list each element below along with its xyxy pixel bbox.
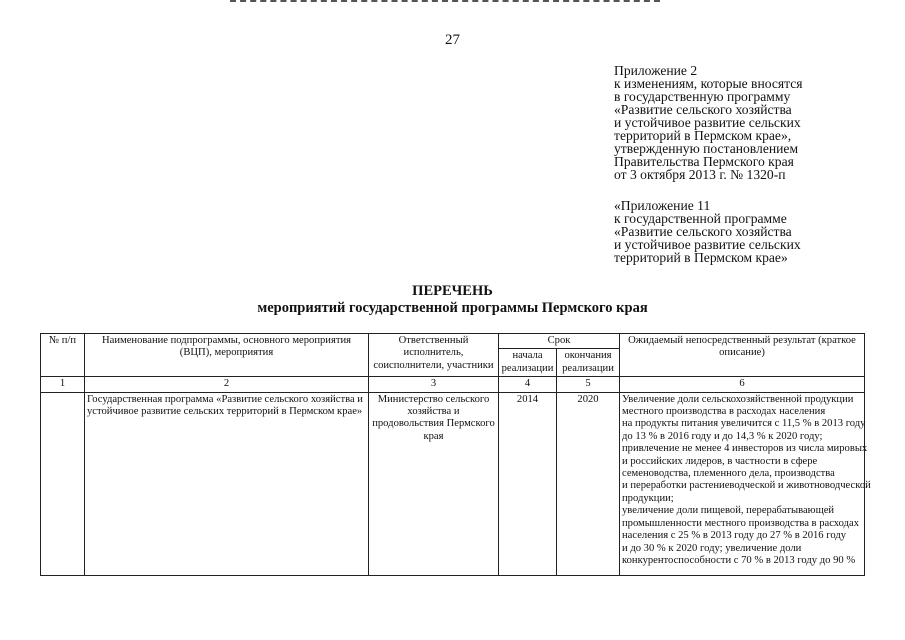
result-line: Увеличение доли сельскохозяйственной продукции: [622, 393, 854, 405]
result-line: и переработки растениеводческой и животноводческой: [622, 480, 871, 492]
row-name: Государственная программа «Развитие сельского хозяйства и устойчивое развитие сельских территорий в Пермском крае»: [85, 392, 369, 575]
appendix-line: «Развитие сельского хозяйства: [614, 224, 792, 239]
index-cell: 2: [85, 377, 369, 392]
result-line: и до 30 % к 2020 году; увеличение доли: [622, 542, 802, 554]
header-end: окончания реализации: [557, 349, 620, 377]
index-cell: 6: [620, 377, 865, 392]
appendix-line: утвержденную постановлением: [614, 141, 799, 156]
row-responsible: Министерство сельского хозяйства и продовольствия Пермского края: [369, 392, 499, 575]
document-title: ПЕРЕЧЕНЬ: [412, 283, 493, 299]
appendix-line: Приложение 2: [614, 63, 698, 78]
header-result: Ожидаемый непосредственный результат (краткое описание): [620, 334, 865, 377]
row-start: 2014: [499, 392, 557, 575]
result-line: и российских лидеров, в частности в сфере: [622, 455, 818, 467]
header-name: Наименование подпрограммы, основного мероприятия (ВЦП), мероприятия: [85, 334, 369, 377]
result-line: семеноводства, племенного дела, производства: [622, 468, 835, 480]
appendix-line: «Развитие сельского хозяйства: [614, 102, 792, 117]
table-header-row: [41, 334, 865, 349]
row-result: [620, 392, 871, 575]
appendix-line: к изменениям, которые вносятся: [614, 76, 803, 91]
result-line: привлечение не менее 4 инвесторов из числа мировых: [622, 443, 868, 455]
appendix-program-block: [614, 199, 801, 264]
row-end: 2020: [557, 392, 620, 575]
result-line: промышленности местного производства в расходах: [622, 517, 860, 529]
header-num: № п/п: [41, 334, 85, 377]
result-line: местного производства в расходах населения: [622, 406, 826, 418]
index-cell: 5: [557, 377, 620, 392]
index-cell: 4: [499, 377, 557, 392]
scan-top-edge: [230, 0, 660, 5]
document-subtitle: мероприятий государственной программы Пермского края: [257, 300, 648, 316]
row-num: [41, 392, 85, 575]
appendix-line: Правительства Пермского края: [614, 154, 794, 169]
result-line: населения с 25 % в 2013 году до 27 % в 2016 году: [622, 530, 847, 542]
header-responsible: Ответственный исполнитель, соисполнители, участники: [369, 334, 499, 377]
appendix-line: территорий в Пермском крае»,: [614, 128, 792, 143]
index-cell: 3: [369, 377, 499, 392]
header-term: Срок: [499, 334, 620, 349]
table-index-row: [41, 377, 865, 392]
result-line: конкурентоспособности с 70 % в 2013 году до 90 %: [622, 554, 856, 566]
appendix-line: в государственную программу: [614, 89, 791, 104]
table-row: [41, 392, 865, 575]
appendix-line: «Приложение 11: [614, 198, 711, 213]
page-number: 27: [445, 32, 460, 48]
header-start: начала реализации: [499, 349, 557, 377]
result-line: продукции;: [622, 492, 674, 504]
result-line: на продукты питания увеличится с 11,5 % в 2013 году: [622, 418, 866, 430]
appendix-line: и устойчивое развитие сельских: [614, 115, 801, 130]
result-line: до 13 % в 2016 году и до 14,3 % к 2020 году;: [622, 430, 823, 442]
index-cell: 1: [41, 377, 85, 392]
appendix-amend-block: [614, 64, 803, 181]
appendix-line: и устойчивое развитие сельских: [614, 237, 801, 252]
appendix-line: к государственной программе: [614, 211, 787, 226]
appendix-line: от 3 октября 2013 г. № 1320-п: [614, 167, 786, 182]
measures-table: [40, 333, 871, 576]
appendix-line: территорий в Пермском крае»: [614, 250, 788, 265]
result-line: увеличение доли пищевой, перерабатывающей: [622, 505, 835, 517]
